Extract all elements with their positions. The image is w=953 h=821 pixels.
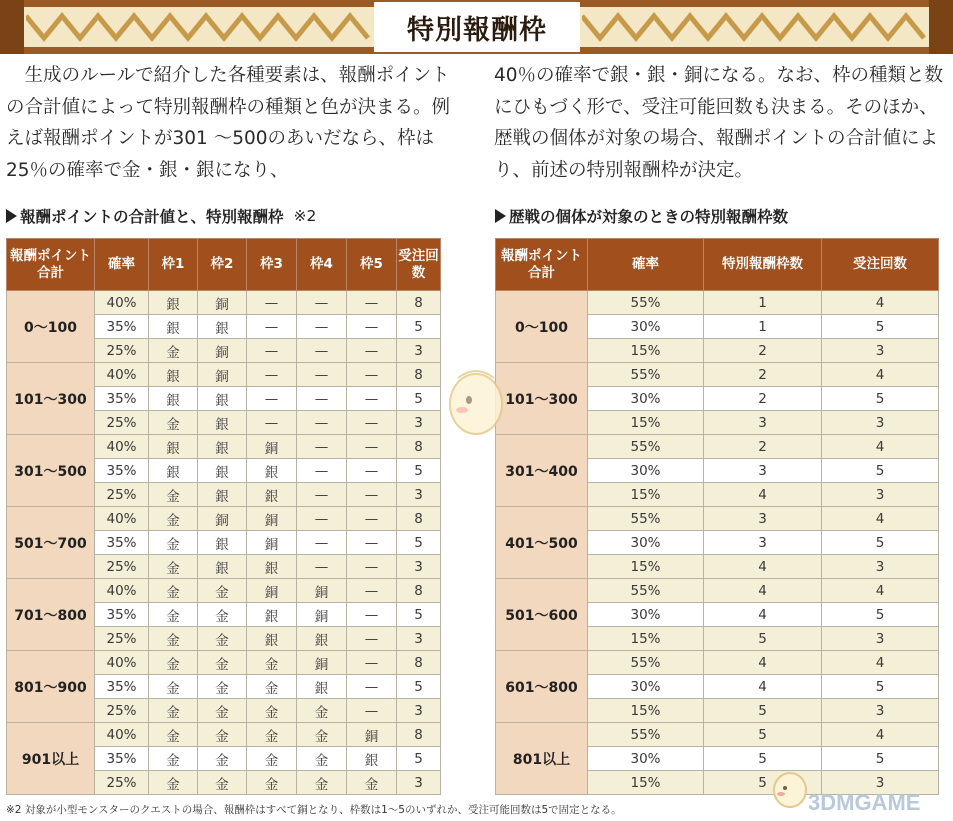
table2-cell: 3: [822, 483, 939, 507]
table1-cell: 3: [397, 699, 441, 723]
table1-header-cell: 確率: [95, 239, 149, 291]
table1-cell: 金: [149, 339, 198, 363]
table2-cell: 55%: [588, 507, 704, 531]
table1-cell: 5: [397, 387, 441, 411]
table2-cell: 5: [822, 459, 939, 483]
table1-cell: 金: [247, 651, 297, 675]
table2-cell: 5: [704, 723, 822, 747]
table2-cell: 30%: [588, 603, 704, 627]
table1-cell: 8: [397, 507, 441, 531]
table-row: [7, 651, 441, 675]
table1-cell: —: [247, 339, 297, 363]
table1-cell: 銀: [149, 363, 198, 387]
table1-cell: 銀: [247, 603, 297, 627]
banner-pattern-left: [26, 10, 372, 44]
table1-group-label: 501～700: [7, 507, 95, 579]
table1-cell: 銀: [247, 555, 297, 579]
table1-group-label: 101～300: [7, 363, 95, 435]
table1-cell: 銅: [198, 339, 247, 363]
table2-cell: 4: [822, 363, 939, 387]
table2-group-label: 401～500: [496, 507, 588, 579]
site-watermark: 3DMGAME: [808, 790, 921, 815]
table2-cell: 4: [704, 579, 822, 603]
table1-cell: 3: [397, 771, 441, 795]
table-row: [7, 579, 441, 603]
table1-cell: 金: [198, 675, 247, 699]
table1-cell: —: [347, 435, 397, 459]
table1-cell: 金: [149, 603, 198, 627]
table1-cell: 金: [149, 675, 198, 699]
table1-cell: 銀: [198, 459, 247, 483]
table1-cell: 銀: [347, 747, 397, 771]
triangle-bullet-icon: [495, 209, 506, 223]
table1-cell: 銀: [149, 291, 198, 315]
table1-cell: 40%: [95, 507, 149, 531]
table1-cell: 35%: [95, 747, 149, 771]
table1-cell: —: [347, 339, 397, 363]
table-row: [7, 723, 441, 747]
table2-body: [496, 291, 939, 795]
table1-cell: 銀: [198, 531, 247, 555]
table1-cell: 銀: [297, 675, 347, 699]
table2-cell: 3: [822, 555, 939, 579]
intro-paragraph-left: 生成のルールで紹介した各種要素は、報酬ポイントの合計値によって特別報酬枠の種類と色が決まる。例えば報酬ポイントが301 ～500のあいだなら、枠は25％の確率で金・銀・銀になり、: [6, 65, 451, 181]
table1-cell: —: [347, 531, 397, 555]
table2-cell: 30%: [588, 315, 704, 339]
table1-cell: 銅: [247, 435, 297, 459]
table1-cell: —: [297, 435, 347, 459]
table2-group-label: 601～800: [496, 651, 588, 723]
table1-cell: —: [297, 411, 347, 435]
table1-cell: 35%: [95, 531, 149, 555]
table2-cell: 4: [822, 579, 939, 603]
table2-cell: 55%: [588, 291, 704, 315]
table1-cell: 銀: [198, 483, 247, 507]
table2-cell: 55%: [588, 363, 704, 387]
table1-cell: 金: [297, 771, 347, 795]
table2-header-row: [496, 239, 939, 291]
table2-cell: 3: [822, 627, 939, 651]
table2-cell: 5: [822, 675, 939, 699]
table1-cell: 金: [247, 771, 297, 795]
table1-cell: 5: [397, 603, 441, 627]
table1-cell: 銅: [198, 291, 247, 315]
table1-cell: 銅: [247, 579, 297, 603]
table2-cell: 55%: [588, 651, 704, 675]
table1-cell: —: [347, 651, 397, 675]
section-heading-1: [6, 205, 316, 227]
table1-cell: 3: [397, 627, 441, 651]
table1-cell: 5: [397, 675, 441, 699]
table2-group-label: 301～400: [496, 435, 588, 507]
table-row: [496, 651, 939, 675]
table1-cell: 金: [149, 483, 198, 507]
table1-cell: 金: [149, 627, 198, 651]
table1-cell: —: [297, 507, 347, 531]
table2-header-cell: 確率: [588, 239, 704, 291]
table1-cell: —: [297, 459, 347, 483]
table1-cell: 5: [397, 531, 441, 555]
table2-cell: 4: [822, 507, 939, 531]
table1-cell: —: [347, 483, 397, 507]
table1-cell: 8: [397, 363, 441, 387]
table1-cell: —: [297, 483, 347, 507]
table1-cell: —: [297, 291, 347, 315]
table1-cell: —: [247, 315, 297, 339]
table1-cell: 25%: [95, 555, 149, 579]
table1-cell: —: [297, 339, 347, 363]
table2-header-cell: 報酬ポイント合計: [496, 239, 588, 291]
table-row: [7, 291, 441, 315]
table2-cell: 30%: [588, 387, 704, 411]
table1-cell: 銀: [247, 627, 297, 651]
table1-cell: 3: [397, 483, 441, 507]
table1-cell: —: [297, 387, 347, 411]
title-banner: [0, 0, 953, 54]
page-title: 特別報酬枠: [407, 14, 547, 46]
table1-cell: 35%: [95, 603, 149, 627]
table-row: [7, 435, 441, 459]
table1-cell: 25%: [95, 483, 149, 507]
table2-cell: 4: [822, 435, 939, 459]
table1-cell: —: [297, 315, 347, 339]
table1-cell: 25%: [95, 339, 149, 363]
table1-cell: 25%: [95, 699, 149, 723]
table2-cell: 4: [704, 675, 822, 699]
table2-group-label: 801以上: [496, 723, 588, 795]
table1-cell: 5: [397, 747, 441, 771]
table1-cell: 銅: [247, 507, 297, 531]
table1-header-cell: 報酬ポイント合計: [7, 239, 95, 291]
table1-group-label: 701～800: [7, 579, 95, 651]
table2-cell: 4: [822, 651, 939, 675]
table2-cell: 30%: [588, 531, 704, 555]
section-heading-1-text: 報酬ポイントの合計値と、特別報酬枠: [20, 208, 284, 226]
table1-header-cell: 受注回数: [397, 239, 441, 291]
table2-cell: 15%: [588, 699, 704, 723]
reward-slot-table: [6, 238, 441, 795]
table2-cell: 30%: [588, 459, 704, 483]
table1-cell: 金: [198, 627, 247, 651]
table1-cell: 25%: [95, 411, 149, 435]
table2-cell: 2: [704, 339, 822, 363]
table2-cell: 3: [704, 507, 822, 531]
table-row: [496, 291, 939, 315]
table-row: [496, 507, 939, 531]
table1-cell: 金: [198, 579, 247, 603]
banner-pattern-right: [582, 10, 928, 44]
table1-cell: 銀: [198, 387, 247, 411]
table-row: [7, 363, 441, 387]
mascot-watermark-icon: [436, 360, 516, 440]
table1-cell: 35%: [95, 459, 149, 483]
table2-cell: 5: [704, 771, 822, 795]
table1-header-cell: 枠3: [247, 239, 297, 291]
table2-cell: 15%: [588, 627, 704, 651]
table2-cell: 2: [704, 387, 822, 411]
table-row: [496, 435, 939, 459]
table1-cell: 金: [198, 603, 247, 627]
table2-cell: 15%: [588, 771, 704, 795]
table2-cell: 15%: [588, 411, 704, 435]
table1-cell: 金: [297, 699, 347, 723]
table2-cell: 55%: [588, 435, 704, 459]
table2-cell: 5: [822, 747, 939, 771]
table2-cell: 3: [704, 531, 822, 555]
table1-cell: 金: [198, 651, 247, 675]
table1-cell: 8: [397, 651, 441, 675]
table2-cell: 5: [704, 699, 822, 723]
section-heading-2: [495, 205, 788, 227]
table1-cell: 35%: [95, 675, 149, 699]
table-row: [496, 363, 939, 387]
table1-cell: 3: [397, 411, 441, 435]
table1-cell: 8: [397, 291, 441, 315]
footnote: ※2 対象が小型モンスターのクエストの場合、報酬枠はすべて銅となり、枠数は1～5のいずれか、受注可能回数は5で固定となる。: [6, 804, 622, 816]
table1-cell: —: [347, 315, 397, 339]
table2-cell: 3: [704, 459, 822, 483]
table1-header-cell: 枠4: [297, 239, 347, 291]
table2-cell: 5: [822, 603, 939, 627]
table1-cell: 銀: [247, 483, 297, 507]
section-heading-1-note: ※2: [293, 207, 317, 225]
table1-cell: 銀: [198, 411, 247, 435]
table1-group-label: 801～900: [7, 651, 95, 723]
table1-cell: —: [297, 555, 347, 579]
table1-cell: 25%: [95, 627, 149, 651]
banner-edge-left: [0, 0, 24, 54]
table2-cell: 3: [822, 411, 939, 435]
table1-cell: —: [347, 579, 397, 603]
mascot-small-icon: [768, 766, 812, 810]
table1-group-label: 901以上: [7, 723, 95, 795]
table2-cell: 4: [704, 603, 822, 627]
table-row: [7, 507, 441, 531]
table1-cell: —: [347, 507, 397, 531]
table1-cell: —: [347, 291, 397, 315]
table2-cell: 15%: [588, 339, 704, 363]
table2-cell: 5: [822, 315, 939, 339]
table1-cell: 金: [149, 747, 198, 771]
table1-cell: —: [347, 363, 397, 387]
table1-cell: 金: [247, 747, 297, 771]
table1-cell: 25%: [95, 771, 149, 795]
triangle-bullet-icon: [6, 209, 17, 223]
table1-cell: —: [347, 699, 397, 723]
table-row: [496, 723, 939, 747]
table1-cell: 銅: [347, 723, 397, 747]
table1-cell: —: [347, 459, 397, 483]
veteran-slot-table: [495, 238, 939, 795]
table1-cell: 金: [149, 651, 198, 675]
table1-cell: —: [247, 411, 297, 435]
table2-cell: 5: [822, 531, 939, 555]
table-row: [496, 579, 939, 603]
table1-cell: —: [347, 555, 397, 579]
table2-cell: 15%: [588, 555, 704, 579]
table2-cell: 15%: [588, 483, 704, 507]
table1-cell: —: [347, 387, 397, 411]
table2-cell: 4: [704, 555, 822, 579]
table2-group-label: 501～600: [496, 579, 588, 651]
table1-cell: 3: [397, 555, 441, 579]
table1-cell: —: [347, 675, 397, 699]
table1-cell: —: [247, 363, 297, 387]
table1-cell: 40%: [95, 723, 149, 747]
table2-group-label: 0～100: [496, 291, 588, 363]
table2-cell: 3: [822, 771, 939, 795]
table2-cell: 30%: [588, 675, 704, 699]
table1-cell: 金: [149, 579, 198, 603]
intro-paragraph-right: 40％の確率で銀・銀・銅になる。なお、枠の種類と数にひもづく形で、受注可能回数も決まる。そのほか、歴戦の個体が対象の場合、報酬ポイントの合計値により、前述の特別報酬枠が決定。: [494, 65, 944, 181]
table1-cell: 40%: [95, 363, 149, 387]
table2-cell: 4: [822, 291, 939, 315]
table2-cell: 1: [704, 291, 822, 315]
table1-cell: 銀: [297, 627, 347, 651]
table1-cell: —: [297, 531, 347, 555]
table1-cell: 銀: [198, 555, 247, 579]
table1-cell: 金: [198, 771, 247, 795]
table1-cell: 銀: [149, 435, 198, 459]
table2-cell: 55%: [588, 579, 704, 603]
table1-cell: 銅: [198, 507, 247, 531]
table2-cell: 1: [704, 315, 822, 339]
table2-cell: 5: [822, 387, 939, 411]
table1-cell: —: [347, 603, 397, 627]
table1-cell: 銀: [149, 459, 198, 483]
table1-cell: —: [297, 363, 347, 387]
table2-cell: 3: [822, 339, 939, 363]
table1-cell: 8: [397, 579, 441, 603]
table1-group-label: 0～100: [7, 291, 95, 363]
table1-cell: 金: [198, 699, 247, 723]
table1-body: [7, 291, 441, 795]
table1-cell: 金: [149, 507, 198, 531]
table1-cell: 金: [149, 699, 198, 723]
table1-header-cell: 枠2: [198, 239, 247, 291]
table2-header-cell: 特別報酬枠数: [704, 239, 822, 291]
table2-cell: 5: [704, 747, 822, 771]
table1-cell: 8: [397, 723, 441, 747]
table2-cell: 2: [704, 435, 822, 459]
table1-cell: 金: [297, 747, 347, 771]
table1-cell: 金: [247, 699, 297, 723]
table1-cell: 金: [198, 723, 247, 747]
table1-cell: 40%: [95, 435, 149, 459]
table1-cell: 40%: [95, 579, 149, 603]
banner-edge-right: [929, 0, 953, 54]
table1-header-cell: 枠5: [347, 239, 397, 291]
table1-cell: 金: [247, 675, 297, 699]
table1-header-cell: 枠1: [149, 239, 198, 291]
table1-cell: 金: [149, 723, 198, 747]
table1-cell: 銀: [198, 315, 247, 339]
table1-cell: 40%: [95, 291, 149, 315]
table1-cell: 銅: [297, 603, 347, 627]
table2-cell: 5: [704, 627, 822, 651]
table1-cell: 銀: [247, 459, 297, 483]
table2-cell: 55%: [588, 723, 704, 747]
table2-cell: 30%: [588, 747, 704, 771]
table2-header-cell: 受注回数: [822, 239, 939, 291]
table2-cell: 4: [704, 651, 822, 675]
table1-cell: 銅: [297, 651, 347, 675]
table1-cell: 銀: [198, 435, 247, 459]
table1-cell: 金: [149, 771, 198, 795]
table1-cell: 金: [297, 723, 347, 747]
table1-cell: 40%: [95, 651, 149, 675]
table1-cell: —: [247, 387, 297, 411]
table1-cell: 金: [149, 555, 198, 579]
table1-cell: —: [347, 627, 397, 651]
table1-header-row: [7, 239, 441, 291]
table2-cell: 3: [704, 411, 822, 435]
table1-cell: 金: [149, 411, 198, 435]
table1-cell: —: [347, 411, 397, 435]
table2-group-label: 101～300: [496, 363, 588, 435]
table1-cell: 35%: [95, 387, 149, 411]
table1-cell: —: [247, 291, 297, 315]
table1-cell: 8: [397, 435, 441, 459]
table2-cell: 4: [822, 723, 939, 747]
table2-cell: 2: [704, 363, 822, 387]
table1-cell: 銀: [149, 315, 198, 339]
table1-cell: 3: [397, 339, 441, 363]
table1-cell: 金: [149, 531, 198, 555]
table1-cell: 35%: [95, 315, 149, 339]
table1-cell: 銅: [247, 531, 297, 555]
table1-group-label: 301～500: [7, 435, 95, 507]
table1-cell: 金: [347, 771, 397, 795]
table1-cell: 銅: [297, 579, 347, 603]
table2-cell: 3: [822, 699, 939, 723]
table1-cell: 銅: [198, 363, 247, 387]
table1-cell: 金: [198, 747, 247, 771]
table1-cell: 金: [247, 723, 297, 747]
table1-cell: 銀: [149, 387, 198, 411]
section-heading-2-text: 歴戦の個体が対象のときの特別報酬枠数: [509, 208, 789, 226]
title-box: [374, 2, 580, 52]
table1-cell: 5: [397, 459, 441, 483]
table1-cell: 5: [397, 315, 441, 339]
table2-cell: 4: [704, 483, 822, 507]
